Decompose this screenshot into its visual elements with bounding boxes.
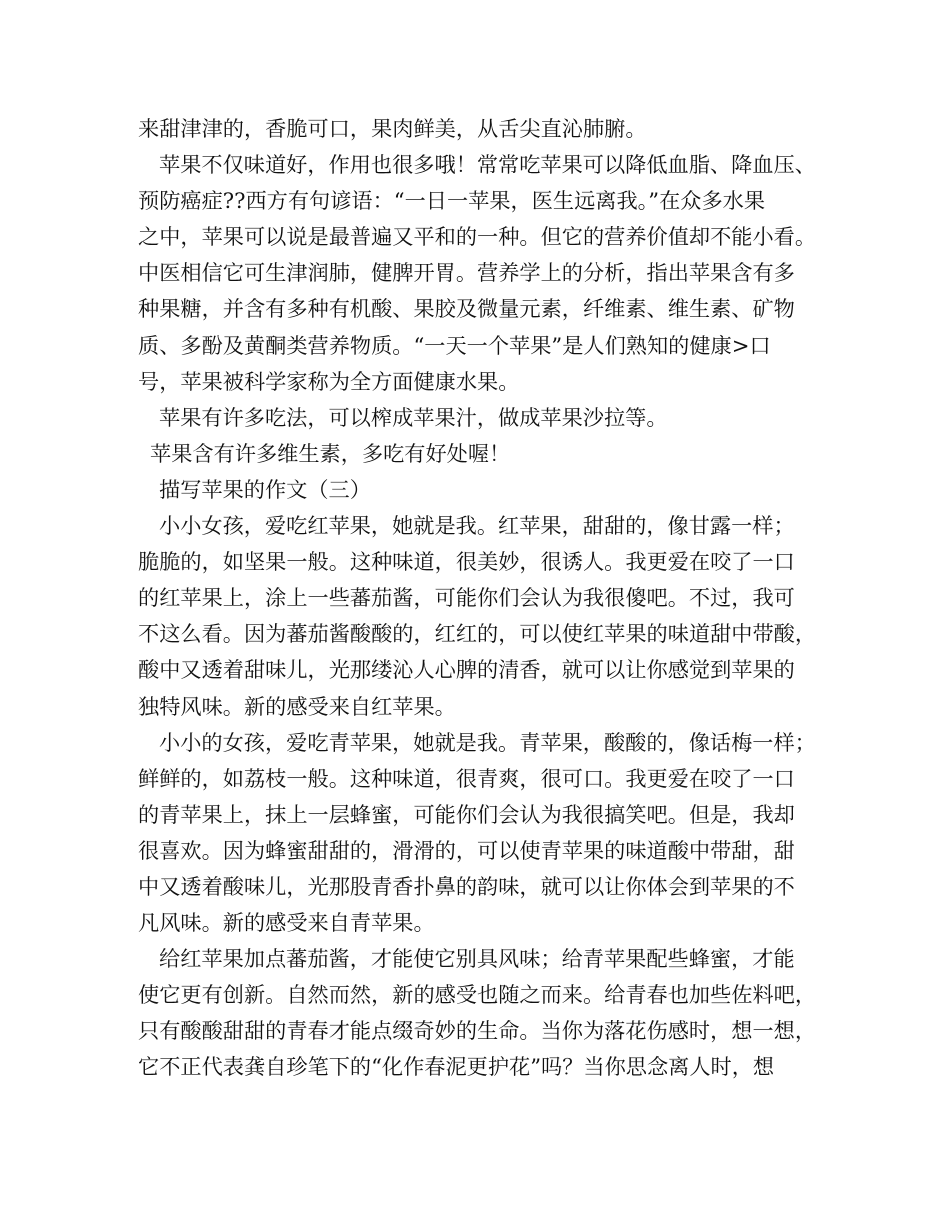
- text-line: 使它更有创新。自然而然，新的感受也随之而来。给青春也加些佐料吧，: [138, 982, 817, 1008]
- text-line: 质、多酚及黄酮类营养物质。“一天一个苹果”是人们熟知的健康>口: [138, 332, 771, 358]
- text-line: 独特风味。新的感受来自红苹果。: [138, 693, 456, 719]
- text-line: 苹果有许多吃法，可以榨成苹果汁，做成苹果沙拉等。: [159, 404, 668, 430]
- text-line: 凡风味。新的感受来自青苹果。: [138, 910, 435, 936]
- text-line: 小小的女孩，爱吃青苹果，她就是我。青苹果，酸酸的，像话梅一样；: [159, 729, 816, 755]
- text-line: 它不正代表龚自珍笔下的“化作春泥更护花”吗？当你思念离人时，想: [138, 1054, 775, 1080]
- text-line: 来甜津津的，香脆可口，果肉鲜美，从舌尖直沁肺腑。: [138, 116, 647, 141]
- text-line: 苹果不仅味道好，作用也很多哦！常常吃苹果可以降低血脂、降血压、: [159, 152, 816, 178]
- text-line: 小小女孩，爱吃红苹果，她就是我。红苹果，甜甜的，像甘露一样；: [159, 513, 795, 539]
- text-line: 预防癌症??西方有句谚语：“一日一苹果，医生远离我。”在众多水果: [138, 188, 766, 214]
- text-line: 很喜欢。因为蜂蜜甜甜的，滑滑的，可以使青苹果的味道酸中带甜，甜: [138, 837, 795, 863]
- text-line: 的青苹果上，抹上一层蜂蜜，可能你们会认为我很搞笑吧。但是，我却: [138, 801, 795, 827]
- text-line: 脆脆的，如坚果一般。这种味道，很美妙，很诱人。我更爱在咬了一口: [138, 549, 795, 575]
- text-line: 苹果含有许多维生素，多吃有好处喔！: [150, 440, 511, 466]
- text-line: 之中，苹果可以说是最普遍又平和的一种。但它的营养价值却不能小看。: [138, 224, 817, 250]
- text-line: 只有酸酸甜甜的青春才能点缀奇妙的生命。当你为落花伤感时，想一想，: [138, 1018, 817, 1044]
- section-heading: 描写苹果的作文（三）: [159, 476, 371, 502]
- text-line: 种果糖，并含有多种有机酸、果胶及微量元素，纤维素、维生素、矿物: [138, 296, 795, 322]
- text-line: 不这么看。因为蕃茄酱酸酸的，红红的，可以使红苹果的味道甜中带酸，: [138, 621, 817, 647]
- document-body: [138, 111, 818, 1086]
- text-line: 号，苹果被科学家称为全方面健康水果。: [138, 368, 520, 394]
- text-line: 的红苹果上，涂上一些蕃茄酱，可能你们会认为我很傻吧。不过，我可: [138, 585, 795, 611]
- text-line: 中医相信它可生津润肺，健脾开胃。营养学上的分析，指出苹果含有多: [138, 260, 795, 286]
- text-line: 给红苹果加点蕃茄酱，才能使它别具风味；给青苹果配些蜂蜜，才能: [159, 946, 795, 972]
- text-line: 酸中又透着甜味儿，光那缕沁人心脾的清香，就可以让你感觉到苹果的: [138, 657, 795, 683]
- text-line: 鲜鲜的，如荔枝一般。这种味道，很青爽，很可口。我更爱在咬了一口: [138, 765, 795, 791]
- text-line: 中又透着酸味儿，光那股青香扑鼻的韵味，就可以让你体会到苹果的不: [138, 873, 795, 899]
